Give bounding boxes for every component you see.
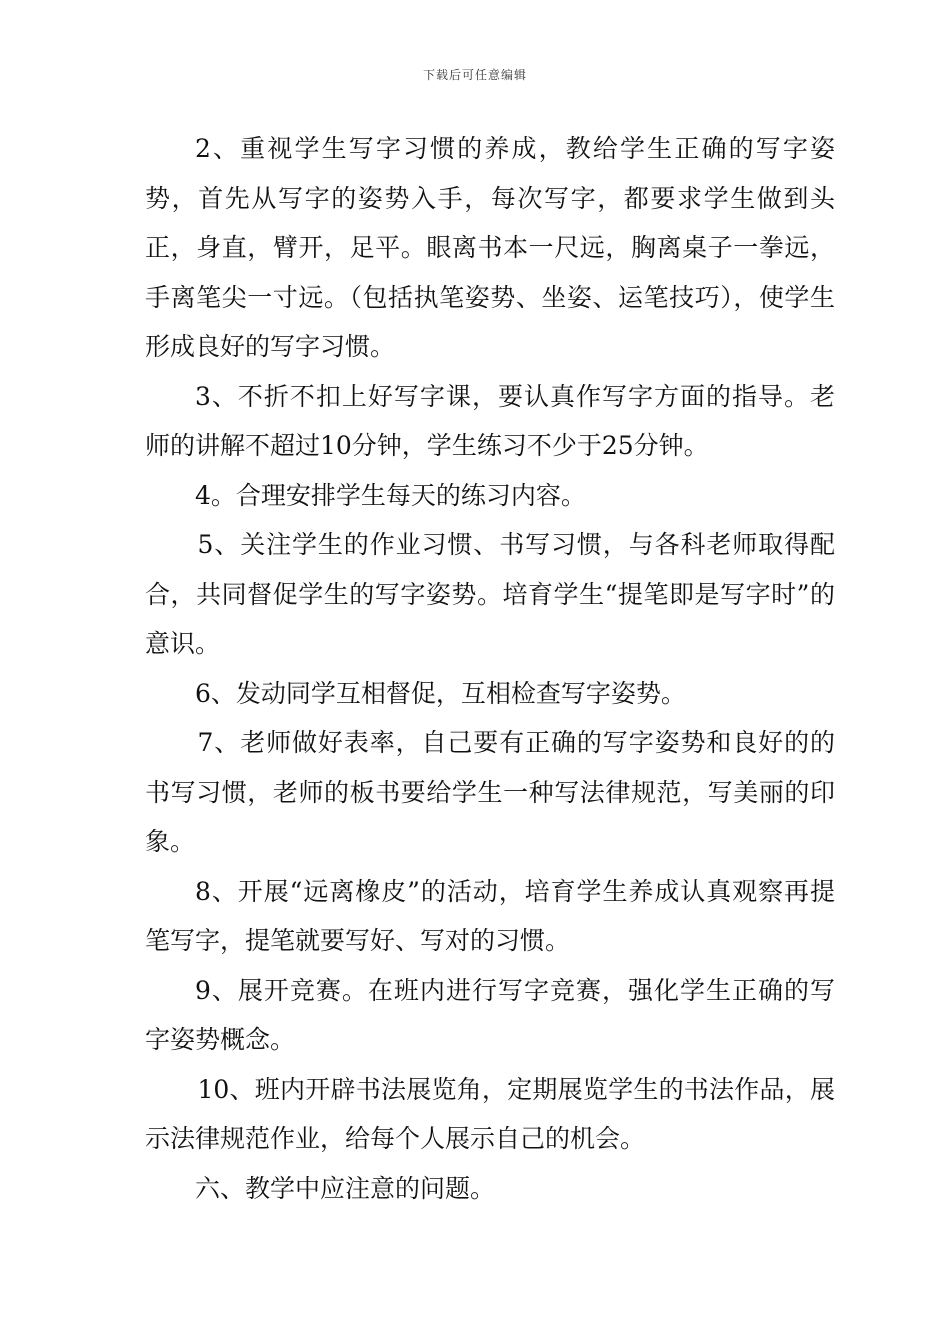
document-body bbox=[145, 124, 835, 1213]
paragraph-9: 9、展开竞赛。在班内进行写字竞赛，强化学生正确的写字姿势概念。 bbox=[145, 975, 835, 1054]
section-heading-6: 六、教学中应注意的问题。 bbox=[195, 1173, 496, 1203]
paragraph-5: 5、关注学生的作业习惯、书写习惯，与各科老师取得配合，共同督促学生的写字姿势。培育学生“提笔即是写字时”的意识。 bbox=[145, 530, 835, 658]
paragraph-3: 3、不折不扣上好写字课，要认真作写字方面的指导。老师的讲解不超过10分钟，学生练习不少于25分钟。 bbox=[145, 381, 835, 460]
paragraph-2: 2、重视学生写字习惯的养成，教给学生正确的写字姿势，首先从写字的姿势入手，每次写字，都要求学生做到头正，身直，臂开，足平。眼离书本一尺远，胸离桌子一拳远，手离笔尖一寸远。（包括执笔姿势、坐姿、运笔技巧），使学生形成良好的写字习惯。 bbox=[145, 134, 835, 361]
paragraph-8: 8、开展“远离橡皮”的活动，培育学生养成认真观察再提笔写字，提笔就要写好、写对的习惯。 bbox=[145, 876, 835, 955]
paragraph-7: 7、老师做好表率，自己要有正确的写字姿势和良好的的书写习惯，老师的板书要给学生一种写法律规范，写美丽的印象。 bbox=[145, 728, 835, 856]
paragraph-10: 10、班内开辟书法展览角，定期展览学生的书法作品，展示法律规范作业，给每个人展示自己的机会。 bbox=[145, 1074, 835, 1153]
header-note: 下载后可任意编辑 bbox=[422, 68, 527, 82]
paragraph-6: 6、发动同学互相督促，互相检查写字姿势。 bbox=[195, 678, 686, 708]
paragraph-4: 4。合理安排学生每天的练习内容。 bbox=[195, 480, 586, 510]
